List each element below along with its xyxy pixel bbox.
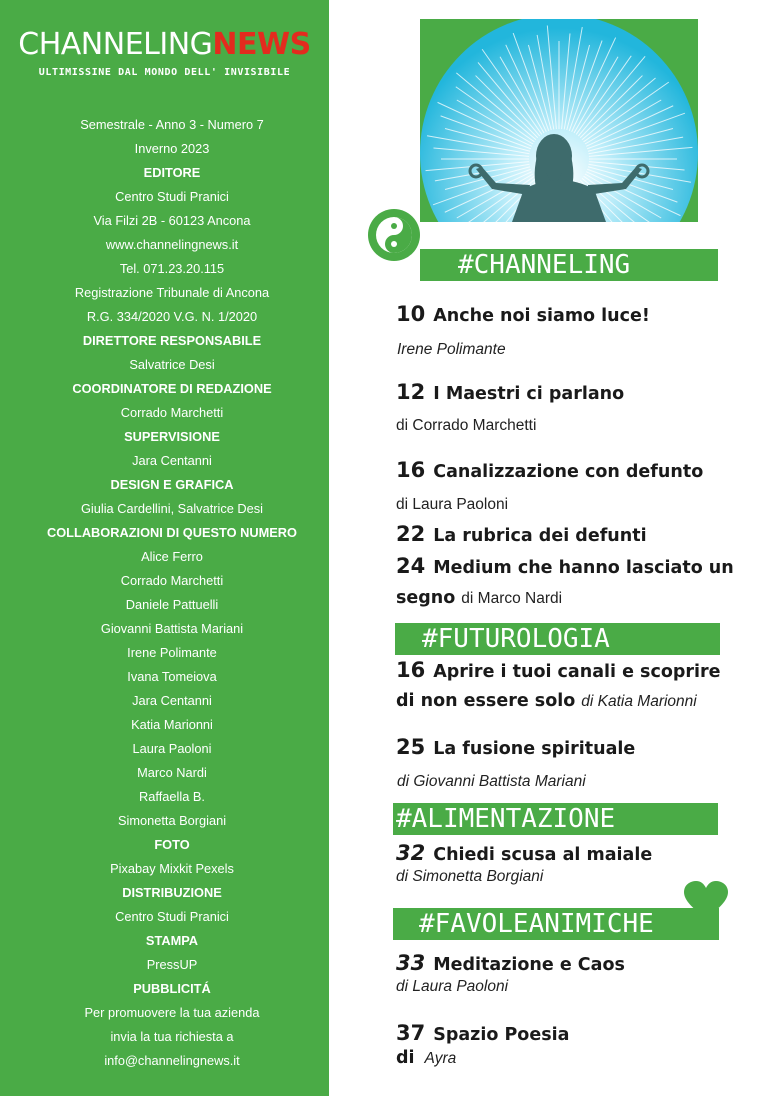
page-number: 16 (396, 658, 426, 682)
credits-line: Inverno 2023 (134, 141, 210, 156)
article-title: Spazio Poesia (433, 1025, 570, 1045)
heart-icon (682, 880, 730, 920)
credits-line: Via Filzi 2B - 60123 Ancona (93, 213, 251, 228)
article-title: La fusione spirituale (433, 739, 636, 759)
credits-line: Simonetta Borgiani (117, 813, 227, 828)
credits-line: Irene Polimante (127, 645, 217, 660)
credits-line: Katia Marionni (131, 717, 213, 732)
credits-line: Giovanni Battista Mariani (100, 621, 244, 636)
credits-line: Corrado Marchetti (120, 573, 224, 588)
article-title: Aprire i tuoi canali e scoprire (433, 662, 721, 682)
credits-line: Laura Paoloni (132, 741, 212, 756)
credits-heading: EDITORE (143, 165, 201, 180)
article-author: di Katia Marionni (581, 693, 697, 710)
credits-list (0, 113, 344, 1073)
article-author: di Simonetta Borgiani (396, 868, 544, 885)
credits-heading: FOTO (154, 837, 190, 852)
credits-line: Ivana Tomeiova (127, 669, 217, 684)
article-author: di Corrado Marchetti (396, 417, 537, 434)
toc-entry-title-continued (396, 588, 562, 608)
toc-entry-title (396, 658, 721, 682)
credits-line: Pixabay Mixkit Pexels (110, 861, 234, 876)
yin-yang-icon (367, 208, 421, 262)
credits-line: PressUP (146, 957, 198, 972)
credits-line: Jara Centanni (132, 693, 212, 708)
toc-entry-title (396, 735, 635, 759)
credits-line: Marco Nardi (137, 765, 207, 780)
article-author: di Laura Paoloni (396, 978, 509, 995)
credits-line: Centro Studi Pranici (115, 909, 229, 924)
credits-line: Semestrale - Anno 3 - Numero 7 (80, 117, 264, 132)
section-header-channeling: #CHANNELING (420, 249, 718, 281)
logo-part-news: NEWS (212, 27, 311, 62)
section-header-futurologia: #FUTUROLOGIA (395, 623, 720, 655)
credits-line: Tel. 071.23.20.115 (119, 261, 225, 276)
page-number: 25 (396, 735, 426, 759)
article-title: Anche noi siamo luce! (433, 306, 650, 326)
article-author: di Marco Nardi (461, 590, 563, 607)
toc-entry-title (396, 458, 703, 482)
page-number: 33 (396, 951, 426, 975)
credits-heading: COORDINATORE DI REDAZIONE (72, 381, 272, 396)
credits-line: invia la tua richiesta a (110, 1029, 234, 1044)
page-number: 22 (396, 522, 426, 546)
page-number: 32 (396, 841, 426, 865)
credits-line: Registrazione Tribunale di Ancona (74, 285, 270, 300)
credits-line: Raffaella B. (139, 789, 205, 804)
toc-entry-title (396, 522, 647, 546)
article-author: Irene Polimante (397, 341, 506, 358)
magazine-logo (0, 28, 329, 78)
toc-entry-title (396, 1021, 569, 1045)
section-header-favoleanimiche: #FAVOLEANIMICHE (393, 908, 719, 940)
credits-heading: SUPERVISIONE (124, 429, 220, 444)
logo-tagline: ULTIMISSINE DAL MONDO DELL' INVISIBILE (38, 67, 291, 78)
meditation-illustration (420, 19, 698, 222)
article-title: Chiedi scusa al maiale (433, 845, 653, 865)
credits-line: Daniele Pattuelli (125, 597, 219, 612)
credits-line: Jara Centanni (132, 453, 212, 468)
logo-wordmark (0, 28, 329, 62)
page-number: 10 (396, 302, 426, 326)
article-author: di Giovanni Battista Mariani (397, 773, 586, 790)
toc-author-line (396, 1048, 456, 1068)
sidebar-credits (0, 0, 329, 1096)
article-author: Ayra (424, 1050, 457, 1067)
credits-heading: STAMPA (145, 933, 199, 948)
credits-line: Centro Studi Pranici (115, 189, 229, 204)
article-title: di non essere solo (396, 691, 576, 711)
credits-heading: DISTRIBUZIONE (122, 885, 222, 900)
credits-heading: PUBBLICITÁ (133, 981, 211, 996)
page-number: 24 (396, 554, 426, 578)
page-number: 16 (396, 458, 426, 482)
toc-entry-title (396, 554, 734, 578)
article-title: Canalizzazione con defunto (433, 462, 704, 482)
credits-heading: DIRETTORE RESPONSABILE (82, 333, 262, 348)
credits-line: www.channelingnews.it (105, 237, 239, 252)
credits-heading: DESIGN E GRAFICA (110, 477, 234, 492)
toc-entry-title (396, 380, 624, 404)
article-title: I Maestri ci parlano (433, 384, 625, 404)
article-author: di Laura Paoloni (396, 496, 509, 513)
article-title: Medium che hanno lasciato un (433, 558, 734, 578)
credits-line: Corrado Marchetti (120, 405, 224, 420)
page-number: 37 (396, 1021, 426, 1045)
logo-part-channeling: CHANNELING (18, 27, 213, 62)
toc-entry-title (396, 841, 652, 865)
credits-line: R.G. 334/2020 V.G. N. 1/2020 (86, 309, 258, 324)
credits-line: Salvatrice Desi (129, 357, 215, 372)
article-title: La rubrica dei defunti (433, 526, 647, 546)
credits-line: Alice Ferro (141, 549, 203, 564)
section-header-alimentazione: #ALIMENTAZIONE (393, 803, 718, 835)
toc-entry-title (396, 951, 625, 975)
article-title: segno (396, 588, 456, 608)
author-prefix: di (396, 1048, 415, 1068)
credits-line: Giulia Cardellini, Salvatrice Desi (80, 501, 264, 516)
page-number: 12 (396, 380, 426, 404)
credits-heading: COLLABORAZIONI DI QUESTO NUMERO (46, 525, 297, 540)
credits-line: info@channelingnews.it (104, 1053, 240, 1068)
toc-entry-title (396, 302, 650, 326)
article-title: Meditazione e Caos (433, 955, 625, 975)
toc-entry-title-continued (396, 691, 697, 711)
credits-line: Per promuovere la tua azienda (84, 1005, 260, 1020)
